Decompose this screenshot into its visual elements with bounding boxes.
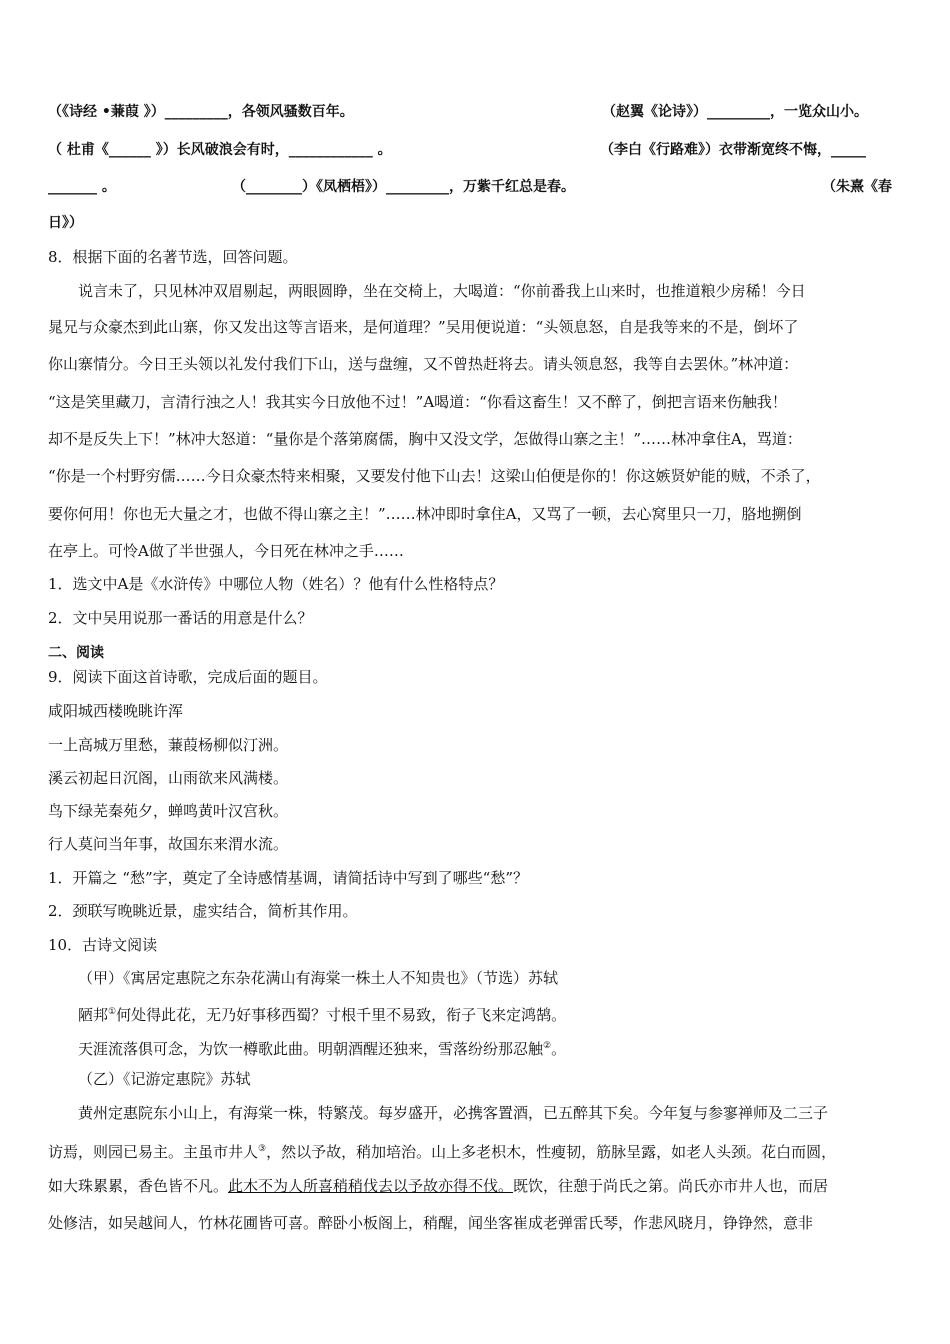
q9-title: 9．阅读下面这首诗歌，完成后面的题目。: [48, 668, 328, 686]
fill-row1-left: （《诗经 •蒹葭 》）_________，各领风骚数百年。: [48, 104, 354, 120]
footnote-marker: ②: [543, 1041, 552, 1051]
q10-jia-line1: 陋邦①何处得此花，无乃好事移西蜀？寸根千里不易致，衔子飞来定鸿鹄。: [78, 1006, 567, 1024]
q9-sub1: 1．开篇之 “愁”字，奠定了全诗感情基调，请简括诗中写到了哪些“愁”？: [48, 869, 528, 887]
q9-poem-line: 溪云初起日沉阁，山雨欲来风满楼。: [48, 769, 289, 787]
footnote-marker: ①: [108, 1007, 117, 1017]
q10-yi-line: 黄州定惠院东小山上，有海棠一株，特繁茂。每岁盛开，必携客置酒，已五醉其下矣。今年复与参寥禅师及二三子: [78, 1104, 829, 1122]
q8-paragraph-line: 却不是反失上下！”林冲大怒道：“量你是个落第腐儒，胸中又没文学，怎做得山寨之主！”……林冲拿住A，骂道：: [48, 430, 802, 448]
q8-paragraph-line: “这是笑里藏刀，言清行浊之人！我其实今日放他不过！”A喝道：“你看这畜生！又不醉了，倒把言语来伤触我！: [48, 393, 787, 411]
fill-row2-right: （李白《行路难》）衣带渐宽终不悔，_____: [600, 142, 866, 158]
q10-jia-title: （甲）《寓居定惠院之东杂花满山有海棠一株土人不知贵也》（节选）苏轼: [78, 969, 559, 987]
q8-paragraph-line: 你山寨情分。今日王头领以礼发付我们下山，送与盘缠，又不曾热赶将去。请头领息怒，我等自去罢休。”林冲道：: [48, 355, 799, 373]
fill-row2-left: （ 杜甫《______ 》）长风破浪会有时，____________ 。: [48, 142, 392, 158]
q10-title: 10．古诗文阅读: [48, 936, 158, 954]
q10-yi-title: （乙）《记游定惠院》苏轼: [78, 1070, 251, 1088]
q8-sub2: 2．文中吴用说那一番话的用意是什么？: [48, 609, 313, 627]
q10-jia-line2: 天涯流落俱可念，为饮一樽歌此曲。明朝酒醒还独来，雪落纷纷那忍触②。: [78, 1040, 567, 1058]
q9-poem-line: 一上高城万里愁，蒹葭杨柳似汀洲。: [48, 736, 289, 754]
q9-poem-line: 行人莫问当年事，故国东来渭水流。: [48, 835, 289, 853]
section-heading: 二、阅读: [48, 645, 104, 661]
q10-yi-line: 处修洁，如吴越间人，竹林花圃皆可喜。醉卧小板阁上，稍醒，闻坐客崔成老弹雷氏琴，作悲风晓月，铮铮然，意非: [48, 1214, 814, 1232]
q8-paragraph-line: 在亭上。可怜A做了半世强人，今日死在林冲之手……: [48, 542, 404, 560]
q10-yi-line: 访焉，则园已易主。主虽市井人③，然以予故，稍加培治。山上多老枳木，性瘦韧，筋脉呈露，如老人头颈。花白而圆，: [48, 1143, 837, 1161]
q8-paragraph-line: 说言未了，只见林冲双眉剔起，两眼圆睁，坐在交椅上，大喝道：“你前番我上山来时，也推道粮少房稀！今日: [78, 282, 806, 300]
q9-poem-title: 咸阳城西楼晚眺许浑: [48, 702, 184, 720]
q8-paragraph-line: 要你何用！你也无大量之才，也做不得山寨之主！”……林冲即时拿住A，又骂了一顿，去心窝里只一刀，胳地搠倒: [48, 505, 802, 523]
q8-sub1: 1．选文中A是《水浒传》中哪位人物（姓名）？他有什么性格特点？: [48, 575, 504, 593]
fill-row3-right: （朱熹《春: [822, 179, 892, 195]
fill-row1-right: （赵翼《论诗》）_________，一览众山小。: [602, 104, 868, 120]
underlined-sentence: 此木不为人所喜稍稍伐去以予故亦得不伐。: [228, 1177, 514, 1195]
q9-sub2: 2．颈联写晚眺近景，虚实结合，简析其作用。: [48, 902, 358, 920]
footnote-marker: ③: [258, 1144, 267, 1154]
q10-yi-line: 如大珠累累，香色皆不凡。此木不为人所喜稍稍伐去以予故亦得不伐。既饮，往憩于尚氏之第。尚氏亦市井人也，而居: [48, 1177, 829, 1195]
q8-title: 8．根据下面的名著节选，回答问题。: [48, 248, 298, 266]
fill-row3-left: _______ 。: [48, 179, 116, 195]
fill-row4: 日》）: [48, 215, 83, 231]
q8-paragraph-line: “你是一个村野穷儒……今日众豪杰特来相聚，又要发付他下山去！这梁山伯便是你的！你这嫉贤妒能的贼，不杀了，: [48, 467, 821, 485]
q8-paragraph-line: 晁兄与众豪杰到此山寨，你又发出这等言语来，是何道理？”吴用便说道：“头领息怒，自是我等来的不是，倒坏了: [48, 318, 799, 336]
fill-row3-mid: （________）《凤栖梧》）_________，万紫千红总是春。: [232, 179, 575, 195]
q9-poem-line: 鸟下绿芜秦苑夕，蝉鸣黄叶汉宫秋。: [48, 802, 289, 820]
